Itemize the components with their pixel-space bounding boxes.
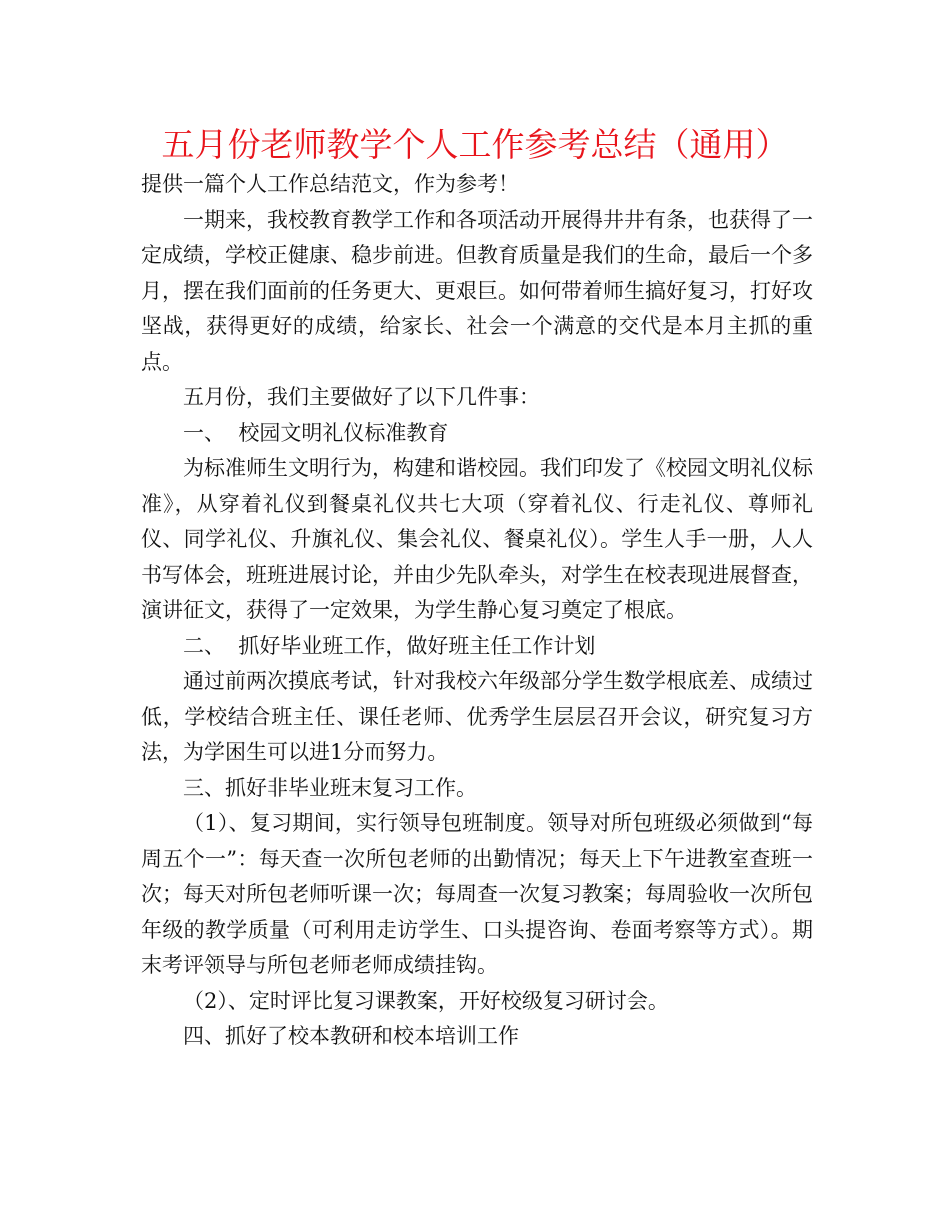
section-heading-1: 一、 校园文明礼仪标准教育 bbox=[183, 420, 449, 445]
paragraph-graduating-class: 通过前两次摸底考试，针对我校六年级部分学生数学根底差、成绩过低，学校结合班主任、课任老师、优秀学生层层召开会议，研究复习方法，为学困生可以进1分而努力。 bbox=[141, 669, 813, 764]
section-heading-2: 二、 抓好毕业班工作，做好班主任工作计划 bbox=[183, 633, 596, 658]
section-heading-4: 四、抓好了校本教研和校本培训工作 bbox=[183, 1024, 519, 1048]
document-title: 五月份老师教学个人工作参考总结（通用） bbox=[161, 125, 789, 164]
paragraph-overview: 一期来，我校教育教学工作和各项活动开展得井井有条，也获得了一定成绩，学校正健康、稳步前进。但教育质量是我们的生命，最后一个多月，摆在我们面前的任务更大、更艰巨。如何带着师生搞好复习，打好攻坚战，获得更好的成绩，给家长、社会一个满意的交代是本月主抓的重点。 bbox=[141, 207, 813, 374]
paragraph-item-1: （1）、复习期间，实行领导包班制度。领导对所包班级必须做到“每周五个一”：每天查一次所包老师的出勤情况；每天上下午进教室查班一次；每天对所包老师听课一次；每周查一次复习教案；每周验收一次所包年级的教学质量（可利用走访学生、口头提咨询、卷面考察等方式）。期末考评领导与所包老师老师成绩挂钩。 bbox=[141, 811, 813, 977]
paragraph-may-summary: 五月份，我们主要做好了以下几件事： bbox=[183, 385, 540, 409]
paragraph-etiquette: 为标准师生文明行为，构建和谐校园。我们印发了《校园文明礼仪标准》，从穿着礼仪到餐桌礼仪共七大项（穿着礼仪、行走礼仪、尊师礼仪、同学礼仪、升旗礼仪、集会礼仪、餐桌礼仪）。学生人手一册，人人书写体会，班班进展讨论，并由少先队牵头，对学生在校表现进展督查，演讲征文，获得了一定效果，为学生静心复习奠定了根底。 bbox=[141, 456, 813, 622]
intro-line: 提供一篇个人工作总结范文，作为参考！ bbox=[141, 172, 519, 196]
paragraph-item-2: （2）、定时评比复习课教案，开好校级复习研讨会。 bbox=[183, 988, 669, 1013]
section-heading-3: 三、抓好非毕业班末复习工作。 bbox=[183, 775, 477, 800]
document-body bbox=[141, 167, 813, 1055]
